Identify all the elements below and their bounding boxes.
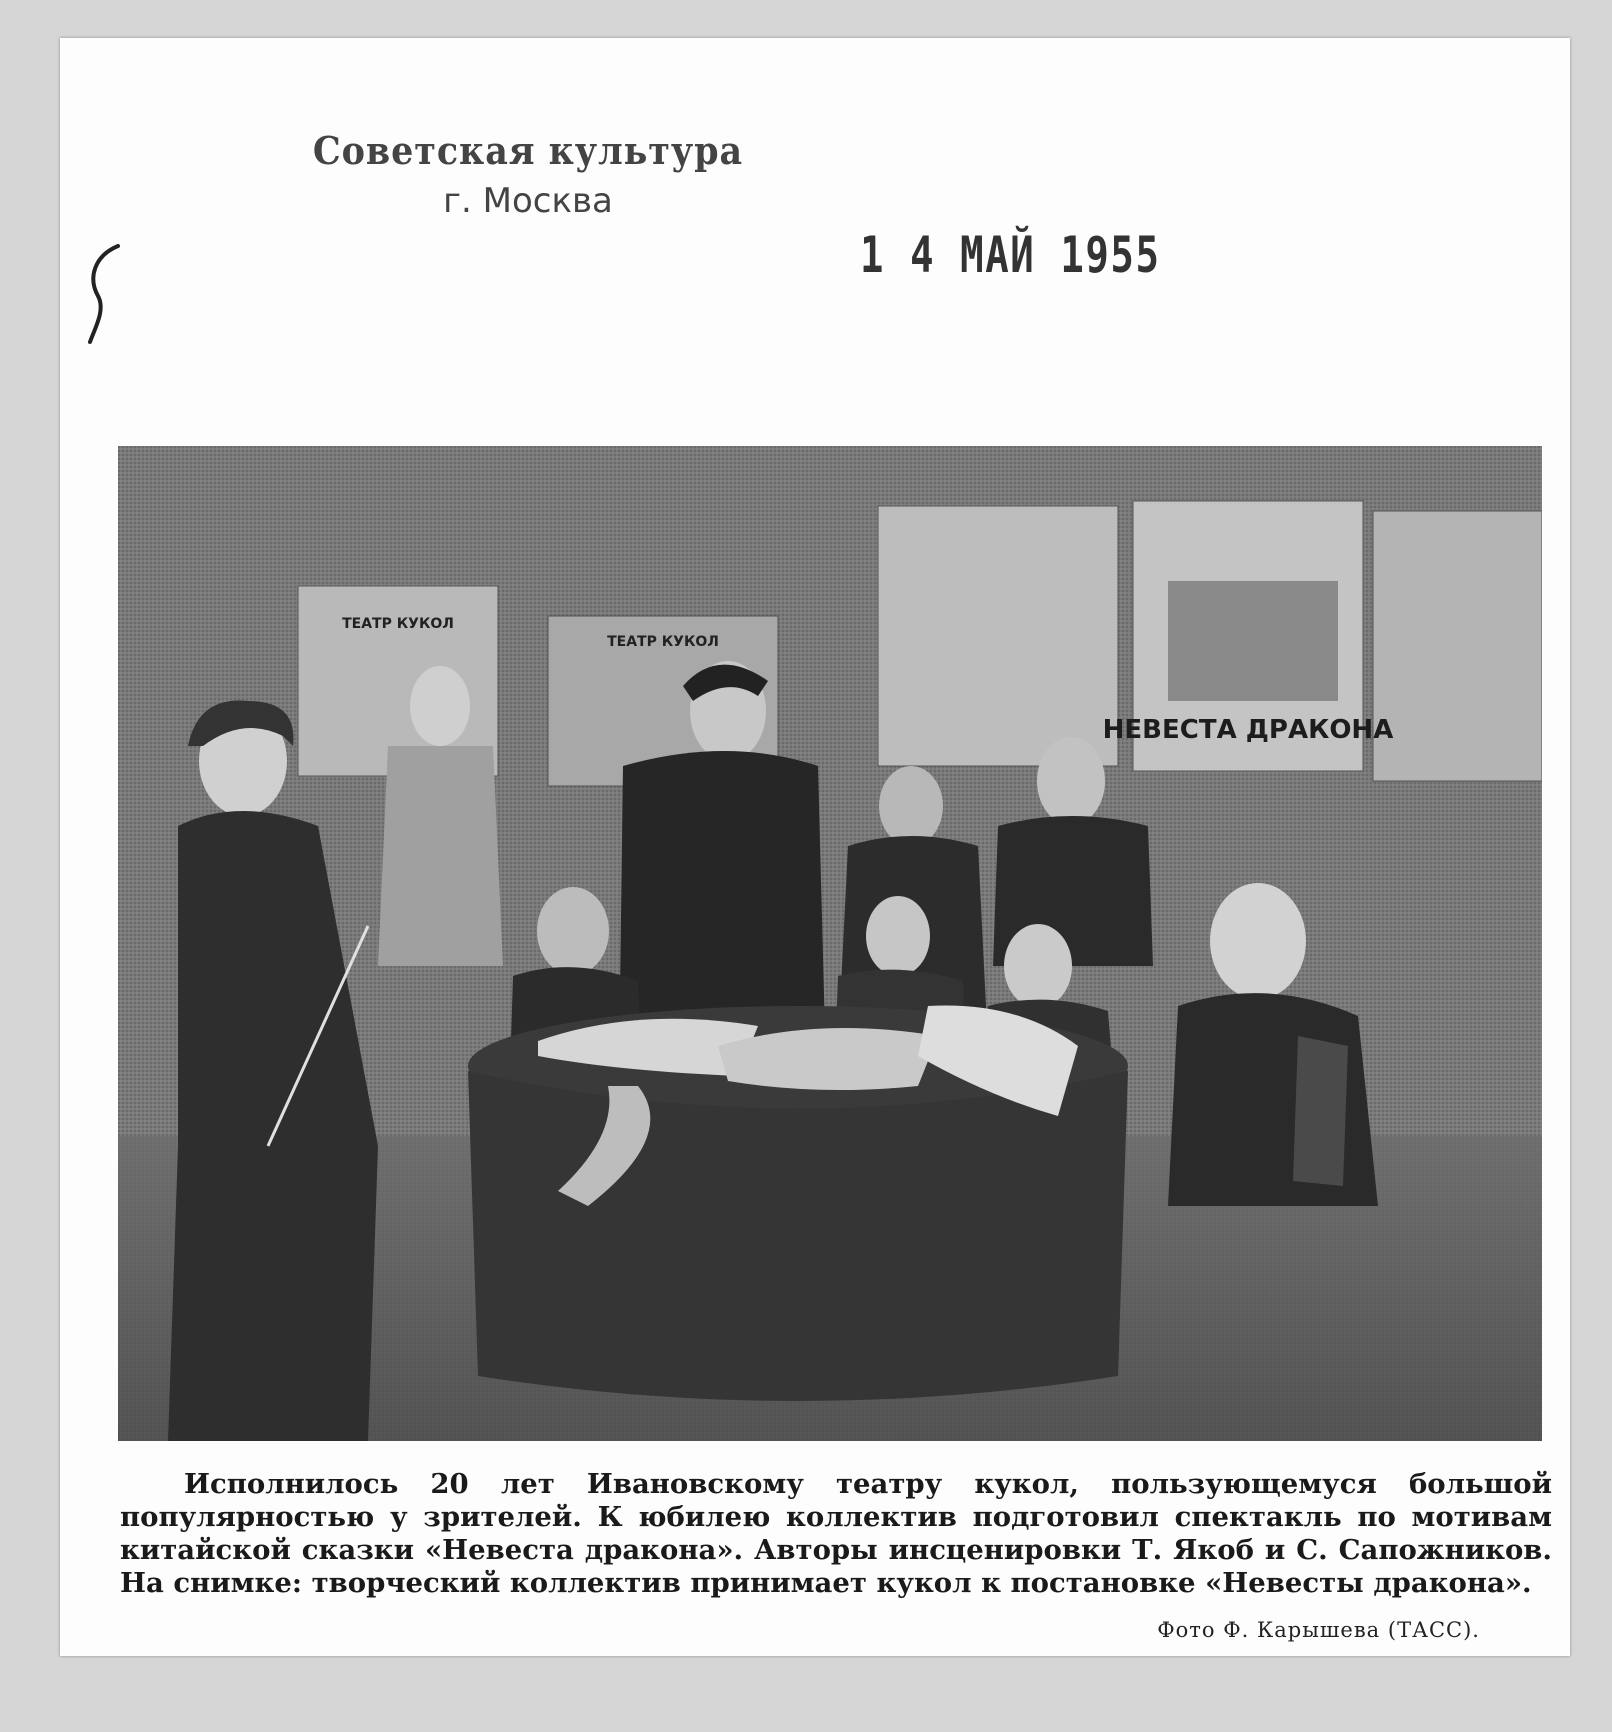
source-stamp [248, 128, 808, 221]
chair [1293, 1036, 1348, 1186]
poster-text-3: НЕВЕСТА ДРАКОНА [1102, 715, 1394, 745]
photo-credit: Фото Ф. Карышева (ТАСС). [1157, 1618, 1480, 1642]
poster-text-2: ТЕАТР КУКОЛ [607, 634, 719, 650]
table [468, 1006, 1128, 1402]
date-stamp: 1 4 МАЙ 1955 [860, 226, 1161, 284]
newspaper-name: Советская культура [312, 128, 744, 173]
newspaper-clipping [60, 38, 1570, 1656]
poster-text-1: ТЕАТР КУКОЛ [342, 616, 454, 632]
halftone-photo [118, 446, 1542, 1441]
article-caption: Исполнилось 20 лет Ивановскому театру кукол, пользующемуся большой популярностью у зрителей. К юбилею коллектив подготовил спектакль по мотивам китайской сказки «Невеста дракона». Авторы инсценировки Т. Якоб и С. Сапожников. На снимке: творческий коллектив принимает кукол к постановке «Невесты дракона». [120, 1468, 1552, 1599]
handwritten-margin-mark [74, 238, 134, 348]
city-name: г. Москва [443, 181, 613, 221]
